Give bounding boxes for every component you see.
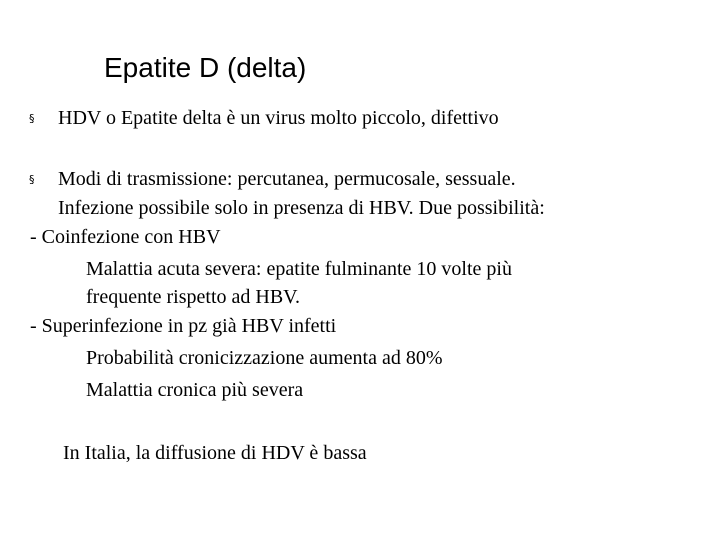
- superinfection-heading: - Superinfezione in pz già HBV infetti: [30, 315, 337, 337]
- superinfection-detail-line1: Probabilità cronicizzazione aumenta ad 80%: [86, 347, 443, 369]
- bullet-text-2-line2: Infezione possibile solo in presenza di HBV. Due possibilità:: [58, 197, 545, 219]
- bullet-marker-1: §: [29, 112, 35, 125]
- slide-title: Epatite D (delta): [104, 52, 307, 83]
- coinfection-heading: - Coinfezione con HBV: [30, 226, 221, 248]
- bullet-marker-2: §: [29, 173, 35, 186]
- bullet-text-1: HDV o Epatite delta è un virus molto piccolo, difettivo: [58, 107, 499, 129]
- coinfection-detail-line1: Malattia acuta severa: epatite fulminante 10 volte più: [86, 258, 512, 280]
- footer-note: In Italia, la diffusione di HDV è bassa: [63, 442, 367, 464]
- coinfection-detail-line2: frequente rispetto ad HBV.: [86, 286, 301, 308]
- superinfection-detail-line2: Malattia cronica più severa: [86, 379, 304, 401]
- bullet-text-2-line1: Modi di trasmissione: percutanea, permucosale, sessuale.: [58, 168, 516, 190]
